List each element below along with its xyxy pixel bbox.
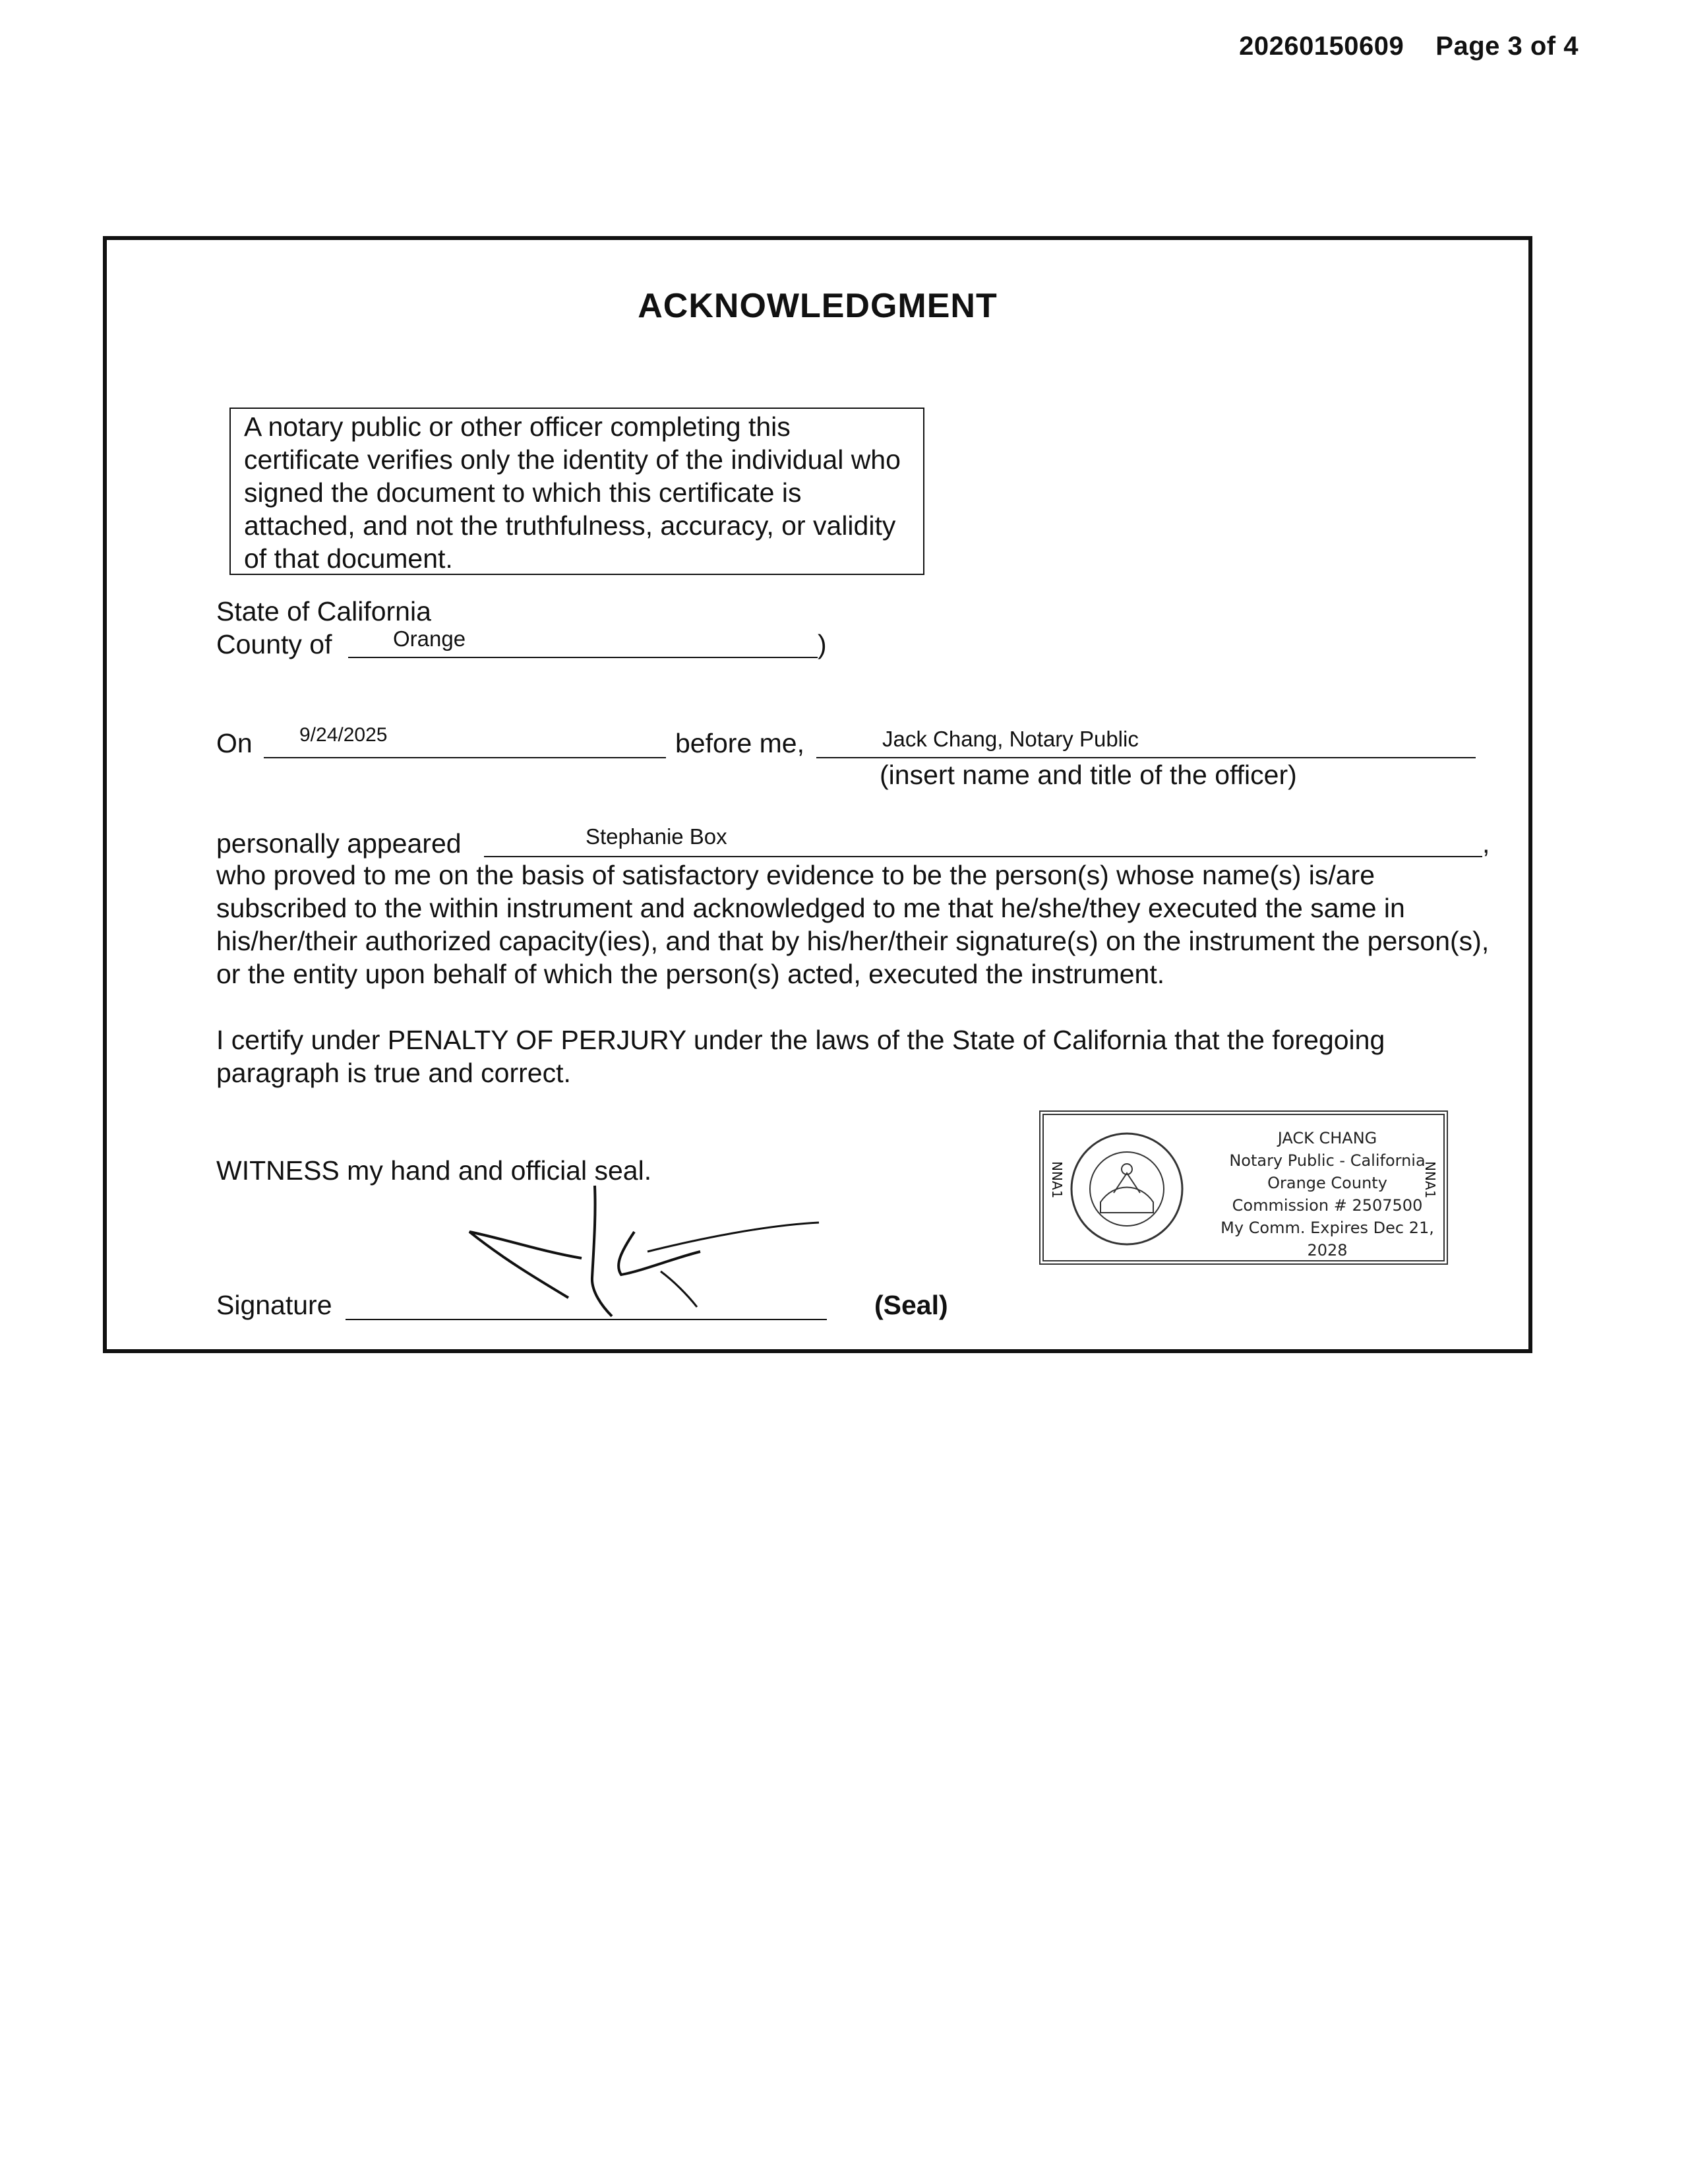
on-label: On xyxy=(216,728,253,758)
stamp-side-code-left: NNA1 xyxy=(1049,1161,1065,1199)
appeared-value[interactable]: Stephanie Box xyxy=(586,824,727,849)
perjury-paragraph: I certify under PENALTY OF PERJURY under the laws of the State of California that the foregoing paragraph is true and correct. xyxy=(216,1025,1385,1088)
state-seal-icon xyxy=(1068,1130,1186,1248)
page-header xyxy=(1239,32,1579,61)
state-label: State of California xyxy=(216,596,431,626)
notice-box: A notary public or other officer completing this certificate verifies only the identity of the individual who signed the document to which this certificate is attached, and not the truthfulness, accuracy, or validity of that document. xyxy=(229,408,924,575)
date-value[interactable]: 9/24/2025 xyxy=(299,724,388,746)
officer-line xyxy=(816,757,1476,758)
before-me-label: before me, xyxy=(675,728,804,758)
notary-stamp xyxy=(1039,1110,1448,1265)
stamp-text xyxy=(1209,1127,1446,1261)
officer-value[interactable]: Jack Chang, Notary Public xyxy=(882,727,1139,751)
stamp-line-3: Commission # 2507500 xyxy=(1232,1196,1423,1215)
date-line xyxy=(264,757,666,758)
handwritten-signature xyxy=(423,1159,845,1318)
form-title: ACKNOWLEDGMENT xyxy=(638,287,998,325)
county-value[interactable]: Orange xyxy=(393,626,466,651)
stamp-line-4: My Comm. Expires Dec 21, 2028 xyxy=(1221,1219,1434,1259)
stamp-line-1: Notary Public - California xyxy=(1229,1151,1426,1170)
witness-label: WITNESS my hand and official seal. xyxy=(216,1155,652,1186)
county-line xyxy=(348,657,818,658)
stamp-side-code-right: NNA1 xyxy=(1422,1161,1438,1199)
body-paragraph: who proved to me on the basis of satisfactory evidence to be the person(s) whose name(s) is/are subscribed to the within instrument and acknowledged to me that he/she/they executed the same in his/her/their authorized capacity(ies), and that by his/her/their signature(s) on the instrument the person(s), or the entity upon behalf of which the person(s) acted, executed the instrument. xyxy=(216,860,1490,989)
document-number: 20260150609 xyxy=(1239,32,1404,61)
officer-hint: (insert name and title of the officer) xyxy=(880,760,1297,790)
county-label: County of xyxy=(216,629,332,659)
seal-label: (Seal) xyxy=(874,1290,948,1320)
appeared-line xyxy=(484,856,1482,857)
stamp-name: JACK CHANG xyxy=(1277,1129,1377,1147)
acknowledgment-form xyxy=(103,236,1532,1353)
signature-line xyxy=(346,1319,827,1320)
appeared-comma: , xyxy=(1482,828,1490,859)
appeared-label: personally appeared xyxy=(216,828,462,859)
stamp-line-2: Orange County xyxy=(1267,1174,1387,1192)
signature-label: Signature xyxy=(216,1290,332,1320)
county-paren: ) xyxy=(818,629,827,659)
page-number: Page 3 of 4 xyxy=(1435,32,1579,61)
